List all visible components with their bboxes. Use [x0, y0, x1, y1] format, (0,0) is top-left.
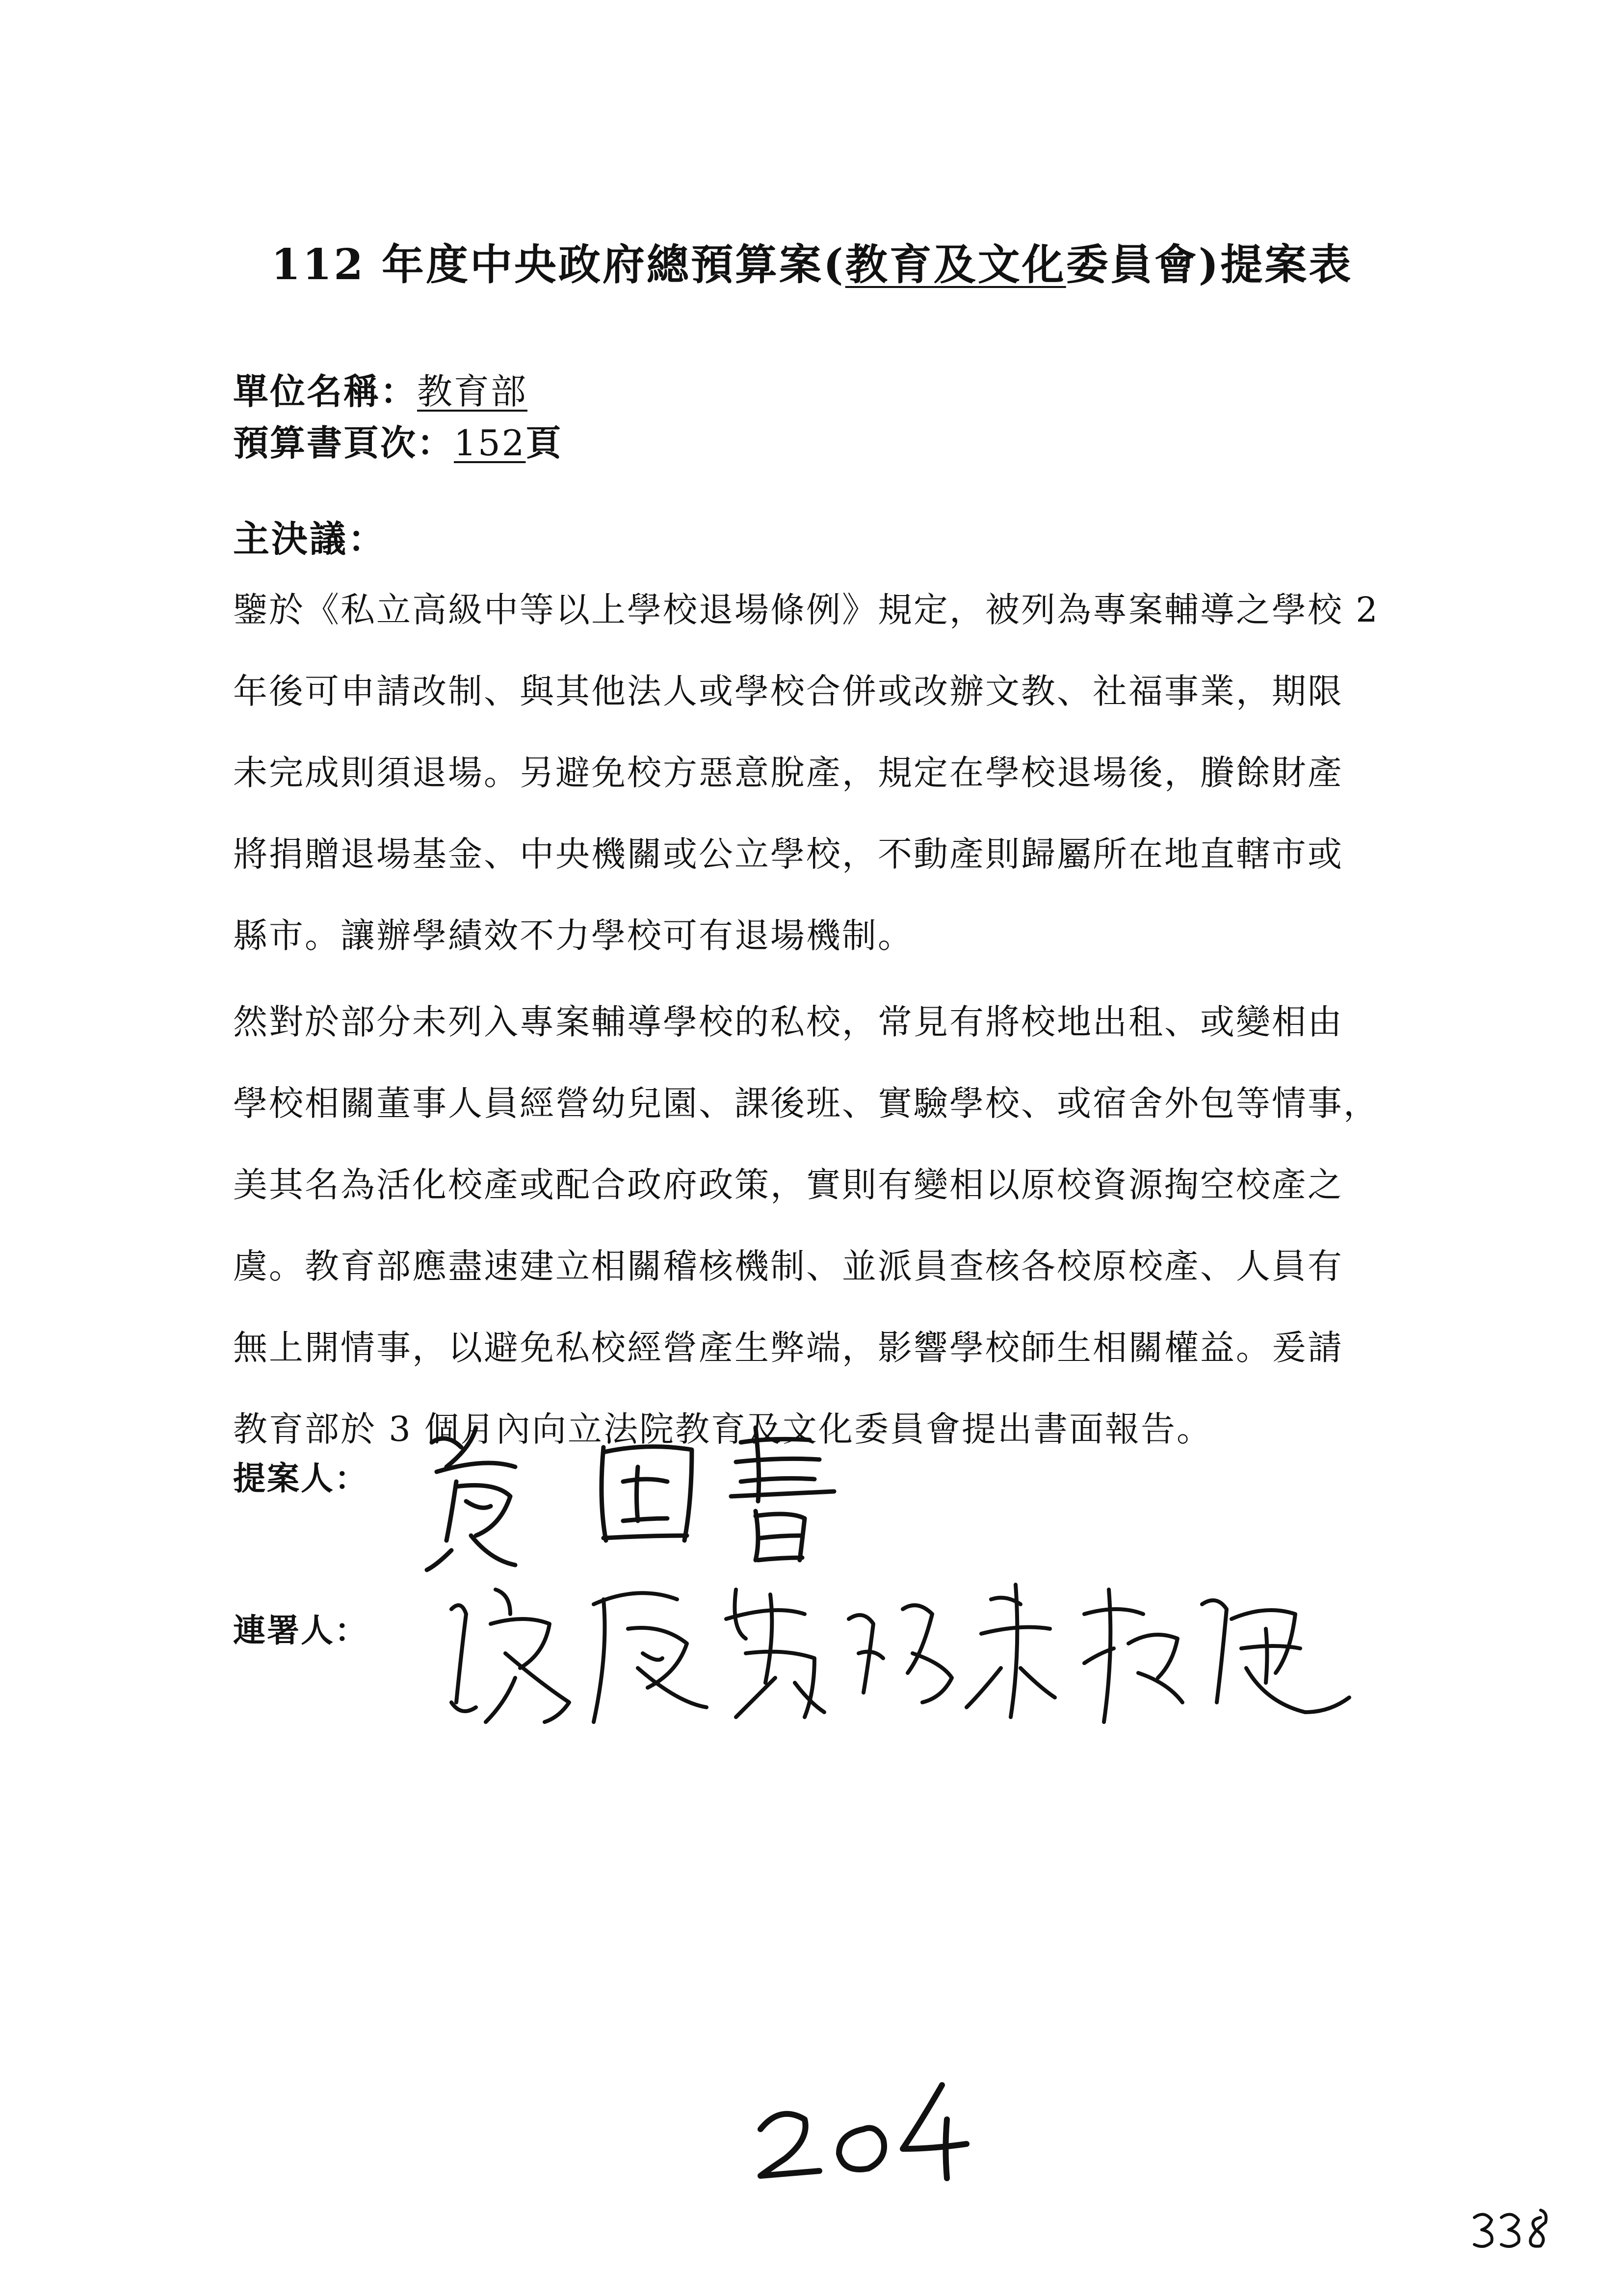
proposer-signature	[417, 1413, 859, 1575]
paragraph-line: 教育部於 3 個月內向立法院教育及文化委員會提出書面報告。	[233, 1409, 1213, 1449]
paragraph-1	[233, 569, 1430, 976]
corner-page-number-text: 338	[1516, 2248, 1522, 2252]
cosigner-signature-text	[432, 1739, 435, 1740]
document-title	[0, 231, 1624, 291]
handwritten-page-number	[746, 2075, 981, 2188]
paragraph-line: 無上開情事，以避免私校經營產生弊端，影響學校師生相關權益。爰請	[233, 1328, 1343, 1368]
paragraph-line: 將捐贈退場基金、中央機關或公立學校，不動產則歸屬所在地直轄市或	[233, 834, 1343, 874]
corner-page-number	[1467, 2203, 1565, 2252]
unit-value: 教育部	[417, 371, 528, 412]
paragraph-line: 縣市。讓辦學績效不力學校可有退場機制。	[233, 915, 914, 956]
cosigners-label: 連署人：	[233, 1611, 368, 1649]
paragraph-line: 鑒於《私立高級中等以上學校退場條例》規定，被列為專案輔導之學校 2	[233, 590, 1379, 630]
proposer-signature-text	[417, 1572, 419, 1573]
paragraph-line: 未完成則須退場。另避免校方惡意脫產，規定在學校退場後，賸餘財產	[233, 753, 1343, 793]
handwritten-page-number-text: 204	[864, 2179, 873, 2185]
budget-page-value: 152	[454, 422, 526, 464]
budget-page-line	[233, 415, 562, 466]
paragraph-line: 虞。教育部應盡速建立相關稽核機制、並派員查核各校原校產、人員有	[233, 1246, 1343, 1286]
paragraph-2	[233, 981, 1430, 1470]
paragraph-line: 年後可申請改制、與其他法人或學校合併或改辦文教、社福事業，期限	[233, 671, 1343, 711]
paragraph-line: 學校相關董事人員經營幼兒園、課後班、實驗學校、或宿舍外包等情事，	[233, 1083, 1379, 1123]
paragraph-line: 美其名為活化校產或配合政府政策，實則有變相以原校資源掏空校產之	[233, 1165, 1343, 1205]
unit-line	[233, 363, 527, 414]
title-committee: 教育及文化	[845, 240, 1066, 289]
proposer-label: 提案人：	[233, 1459, 368, 1497]
budget-page-label: 預算書頁次：	[233, 422, 454, 464]
main-resolution-heading: 主決議：	[233, 518, 386, 560]
budget-page-suffix: 頁	[525, 422, 563, 464]
unit-label: 單位名稱：	[233, 370, 418, 412]
title-prefix: 112 年度中央政府總預算案(	[271, 240, 845, 289]
title-suffix: 委員會)提案表	[1066, 240, 1353, 289]
cosigner-signatures	[432, 1555, 1374, 1742]
paragraph-line: 然對於部分未列入專案輔導學校的私校，常見有將校地出租、或變相由	[233, 1002, 1343, 1042]
